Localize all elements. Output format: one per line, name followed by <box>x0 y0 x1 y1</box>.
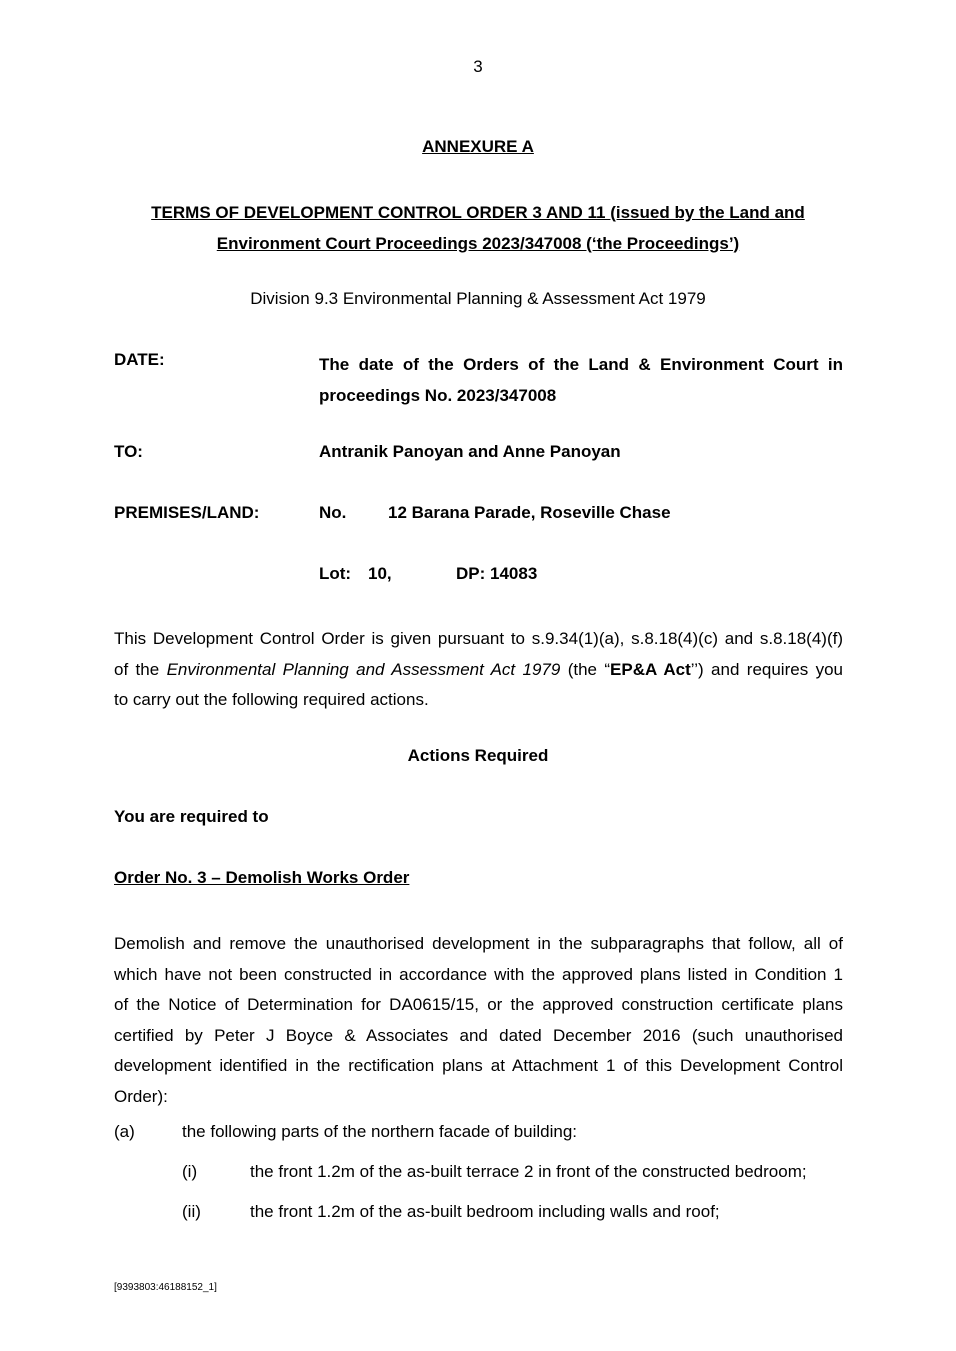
date-value-line-2: proceedings No. 2023/347008 <box>319 385 557 405</box>
sub-item-ii-text: the front 1.2m of the as-built bedroom including walls and roof; <box>250 1202 720 1221</box>
annexure-heading: ANNEXURE A <box>422 137 534 156</box>
premises-label: PREMISES/LAND: <box>114 503 260 522</box>
lot-value: 10, <box>368 564 392 583</box>
act-title: Environmental Planning and Assessment Act 1979 <box>166 659 561 679</box>
intro-line-2 <box>114 655 843 686</box>
intro-text: ’’) and requires you <box>690 659 843 679</box>
premises-no-label: No. <box>319 503 347 522</box>
act-abbreviation: EP&A Act <box>610 659 691 679</box>
order-line: certified by Peter J Boyce & Associates and dated December 2016 (such unauthorised <box>114 1025 843 1045</box>
order-line: Order): <box>114 1086 168 1106</box>
intro-line-3: to carry out the following required actions. <box>114 690 429 709</box>
item-a-text: the following parts of the northern facade of building: <box>182 1122 578 1141</box>
order-paragraph <box>114 929 843 1112</box>
actions-heading: Actions Required <box>407 746 549 765</box>
intro-text: (the “ <box>560 659 611 679</box>
intro-line-1: This Development Control Order is given pursuant to s.9.34(1)(a), s.8.18(4)(c) and s.8.18(4)(f) <box>114 629 843 648</box>
order-title-line-2: Environment Court Proceedings 2023/347008 (‘the Proceedings’) <box>216 233 740 253</box>
order-title-line-1: TERMS OF DEVELOPMENT CONTROL ORDER 3 AND 11 (issued by the Land and <box>151 203 805 222</box>
order-heading: Order No. 3 – Demolish Works Order <box>114 868 410 887</box>
intro-paragraph <box>114 624 843 716</box>
order-title <box>0 198 956 259</box>
order-line: which have not been constructed in accordance with the approved plans listed in Condition 1 <box>114 964 843 984</box>
order-line: of the Notice of Determination for DA0615/15, or the approved construction certificate plans <box>114 995 843 1014</box>
page-number: 3 <box>473 57 483 76</box>
order-line: Demolish and remove the unauthorised development in the subparagraphs that follow, all of <box>114 934 843 953</box>
intro-text: of the <box>114 659 167 679</box>
dp-value: DP: 14083 <box>456 564 538 583</box>
footer-reference: [9393803:46188152_1] <box>114 1282 217 1293</box>
premises-address: 12 Barana Parade, Roseville Chase <box>388 503 671 522</box>
lot-label: Lot: <box>319 564 352 583</box>
division-line: Division 9.3 Environmental Planning & Assessment Act 1979 <box>250 289 706 308</box>
to-label: TO: <box>114 442 143 461</box>
you-required-text: You are required to <box>114 807 269 826</box>
sub-item-ii-label: (ii) <box>182 1202 201 1221</box>
to-value: Antranik Panoyan and Anne Panoyan <box>319 442 621 461</box>
date-label: DATE: <box>114 350 165 369</box>
sub-item-i-text: the front 1.2m of the as-built terrace 2 in front of the constructed bedroom; <box>250 1162 807 1181</box>
item-a-label: (a) <box>114 1122 135 1141</box>
date-value-line-1: The date of the Orders of the Land & Environment Court in <box>319 355 843 374</box>
date-value <box>319 350 843 411</box>
sub-item-i-label: (i) <box>182 1162 198 1181</box>
order-line: development identified in the rectification plans at Attachment 1 of this Development Control <box>114 1056 843 1075</box>
